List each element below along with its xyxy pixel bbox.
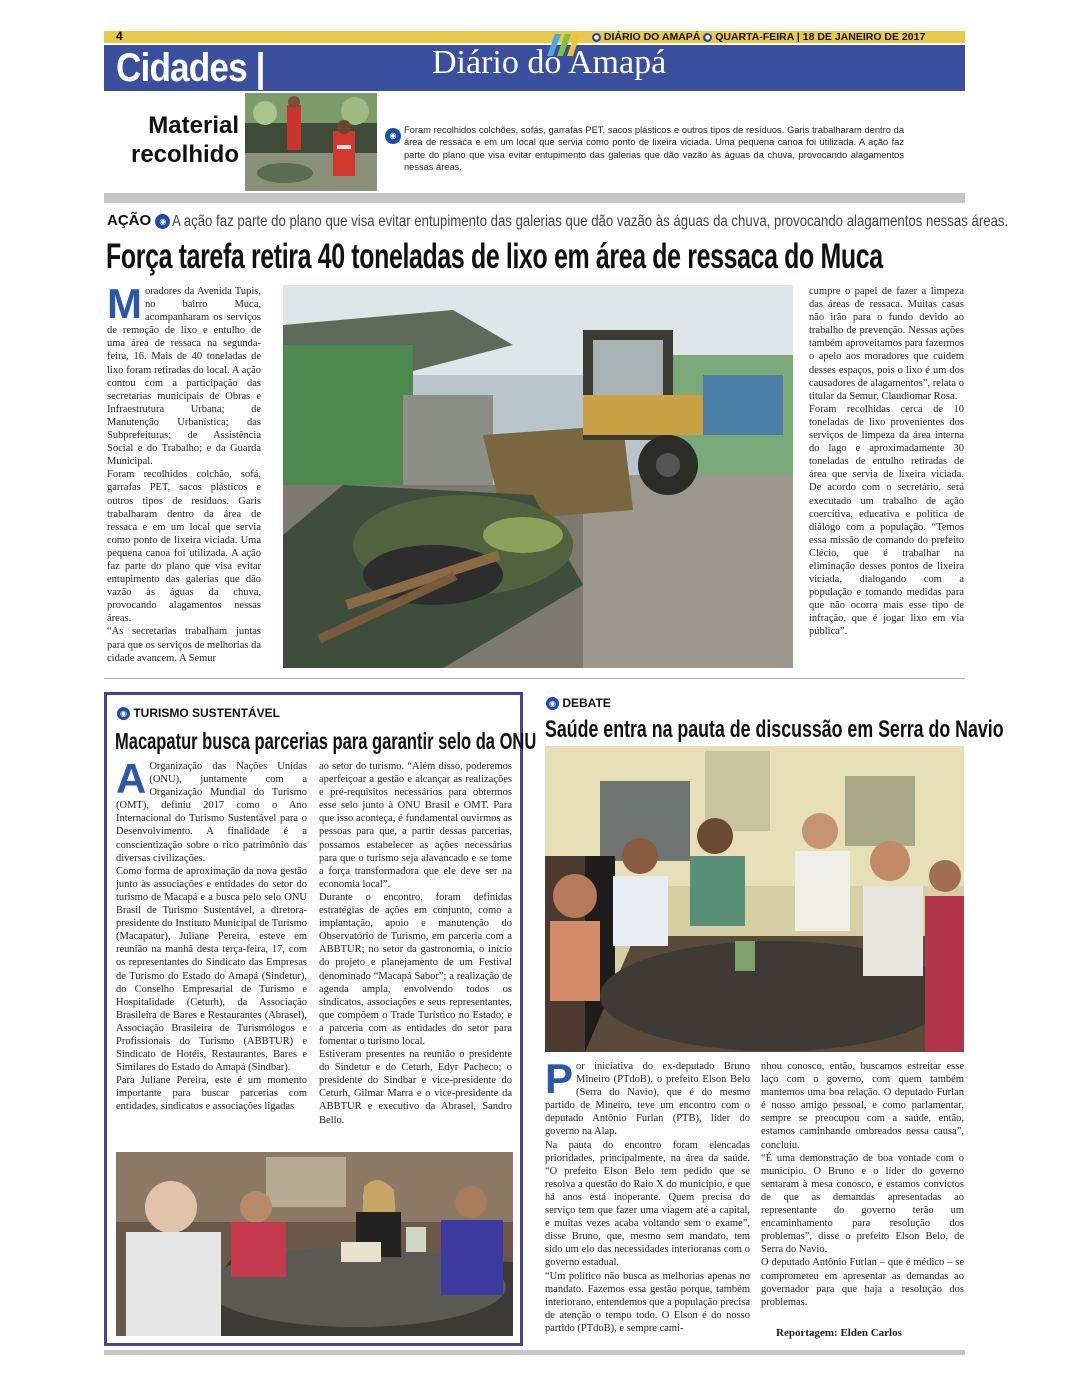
main-deck: A ação faz parte do plano que visa evitar entupimento das galerias que dão vazão às águas da chuva, provocando alagamentos nessas áreas.	[172, 213, 1009, 230]
main-story-col2: cumpre o papel de fazer a limpeza das áreas de ressaca. Muitas casas não irão para o fundo devido ao trabalho de prevenção. Nessas ações também aproveitamos para fazermos o apelo aos moradores que cuidem desses espaços, pois o lixo é um dos causadores de alagamentos”, relata o titular da Semur, Claudiomar Rosa. Foram recolhidas cerca de 10 toneladas de lixo provenientes dos serviços de limpeza da área interna do lago e aproximadamente 30 toneladas de entulho retiradas de área que servia de lixeira viciada. De acordo com o secretário, será executado um trabalho de ação coercitiva, educativa e política de diálogo com a população. “Temos essa missão de comando do prefeito Clécio, que é trabalhar na eliminação desses pontos de lixeira viciada, dialogando com a população e tomando medidas para que não ocorra mais esse tipo de infração, que é jogar lixo em via pública”.	[809, 286, 964, 638]
turismo-headline: Macapatur busca parcerias para garantir selo da ONU	[115, 728, 537, 754]
bullet-icon: ◉	[546, 697, 559, 710]
byline: Reportagem: Elden Carlos	[776, 1327, 902, 1339]
section-divider	[104, 193, 965, 203]
brief-title-line1: Material	[148, 112, 239, 139]
bulldozer-photo	[283, 285, 793, 668]
turismo-kicker: TURISMO SUSTENTÁVEL	[133, 706, 281, 720]
bullet-icon: ◉	[155, 214, 170, 229]
debate-kicker: DEBATE	[562, 696, 611, 710]
debate-col1-text: or iniciativa do ex-deputado Bruno Mineiro (PTdoB), o prefeito Elson Belo (Serra do Navio), que é do mesmo partido de Mineiro, teve um encontro com o deputado Antônio Furlan (PTB), líder do governo na Alap. Na pauta do encontro foram elencadas prioridades, principalmente, na área da saúde. “O prefeito Elson Belo tem pedido que se resolva a questão do Raio X do município, e que há anos está inoperante. Quem precisa do serviço tem que fazer uma viagem até a capital, e muitas vezes acaba voltando sem o exame”, disse Bruno, que, mesmo sem mandato, tem sido um elo das necessidades interioranas com o governo estadual. “Um político não busca as melhorias apenas no mandato. Fazemos essa gestão porque, também interiorano, entendemos que a população precisa de atenção o tempo todo. O Elson é do nosso partido (PTdoB), e sempre cami-	[545, 1061, 750, 1334]
debate-col2: nhou conosco, então, buscamos estreitar esse laço com o governo, com quem também mantemos uma boa relação. O deputado Furlan é nosso amigo pessoal, e como parlamentar, sempre se preocupou com a saúde, então, estamos caminhando ombreados nessa causa”, concluiu. “É uma demonstração de boa vontade com o município. O Bruno e o líder do governo sentaram à mesa conosco, e estamos convictos de que as demandas apresentadas ao representante do governo terão um encaminhamento para resolução dos problemas”, disse o prefeito Elson Belo, de Serra do Navio. O deputado Antônio Furlan – que é médico – se comprometeu em apresentar as demandas ao governador para que haja a resolução dos problemas.	[761, 1061, 964, 1308]
debate-meeting-photo	[545, 746, 964, 1052]
section-title: Cidades |	[116, 46, 265, 90]
footer-rule	[104, 1350, 965, 1355]
main-kicker: AÇÃO	[107, 212, 152, 229]
bullet-icon: ◉	[117, 707, 130, 720]
page-number: 4	[116, 29, 123, 43]
brief-title-line2: recolhido	[130, 141, 239, 168]
section-divider	[104, 678, 965, 679]
turismo-kicker-line	[117, 706, 280, 720]
bullet-icon: ●	[593, 33, 600, 41]
newspaper-name: DIÁRIO DO AMAPÁ	[603, 31, 701, 43]
masthead: Diário do Amapá	[432, 44, 667, 81]
drop-cap: M	[107, 285, 142, 327]
drop-cap: A	[116, 760, 147, 802]
turismo-meeting-photo	[116, 1152, 513, 1336]
turismo-col2: ao setor do turismo. “Além disso, poderemos aperfeiçoar a gestão e alcançar as realizações e pré-requisitos necessários para obtermos esse selo junto à ONU Brasil e OMT. Para que isso aconteça, é fundamental ouvirmos as pessoas para que, a partir dessas parcerias, possamos estabelecer as ações necessárias para que o turismo seja alavancado e se tome a força transformadora que ele deve ser na economia local”. Durante o encontro, foram definidas estratégias de ações em conjunto, como a implantação, apoio e manutenção do Observatório de Turismo, em parceria com a ABBTUR; no setor da gastronomia, o início do projeto e planejamento de um Festival denominado “Macapá Sabor”; a realização de agenda ampla, envolvendo todos os sindicatos, associações e seus representantes, que compõem o Trade Turístico no Estado; e a parceria com as entidades do setor para fomentar o turismo local. Estiveram presentes na reunião o presidente do Sindetur e do Ceturh, Edyr Pacheco; o presidente do Sindbar e vice-presidente do Ceturh, Gilmar Marra e o vice-presidente da ABBTUR e executivo da Abrasel, Sandro Bello.	[319, 761, 512, 1126]
drop-cap: P	[545, 1060, 574, 1102]
turismo-col1	[116, 760, 307, 1145]
debate-kicker-line	[546, 696, 611, 710]
issue-date: QUARTA-FEIRA | 18 DE JANEIRO DE 2017	[715, 31, 926, 43]
main-kicker-line	[107, 212, 170, 230]
garbage-collection-photo	[245, 93, 377, 191]
main-headline: Força tarefa retira 40 toneladas de lixo em área de ressaca do Muca	[106, 237, 883, 276]
debate-headline: Saúde entra na pauta de discussão em Serra do Navio	[545, 716, 1004, 743]
header-date-line	[592, 31, 925, 43]
turismo-col1-text: Organização das Nações Unidas (ONU), juntamente com a Organização Mundial do Turismo (OMT), definiu 2017 como o Ano Internacional do Turismo Sustentável para o Desenvolvimento. A finalidade é a conscientização sobre o rico patrimônio das diversas civilizações. Como forma de aproximação da nova gestão junto às associações e entidades do setor do turismo de Macapá e a busca pelo selo ONU Brasil de Turismo Sustentável, a diretora-presidente do Instituto Municipal de Turismo (Macapatur), Juliane Pereira, esteve em reunião na manhã desta terça-feira, 17, com os representantes do Sindicato das Empresas de Turismo do Estado do Amapá (Sindetur), do Conselho Empresarial de Turismo e Hospitalidade (Ceturh), da Associação Brasileira de Bares e Restaurantes (Abrasel), Associação Brasileira de Turismólogos e Profissionais do Turismo (ABBTUR) e Sindicato de Hotéis, Restaurantes, Bares e Similares do Estado do Amapá (Sindbar). Para Juliane Pereira, este é um momento importante para buscar parcerias com entidades, sindicatos e associações ligadas	[116, 761, 307, 1113]
main-story-col1	[107, 285, 261, 668]
brief-text: Foram recolhidos colchões, sofás, garrafas PET, sacos plásticos e outros tipos de resíduos. Garis trabalharam dentro da área de ressaca e em um local que servia como ponto de lixeira viciada. Uma pequena canoa foi utilizada. A ação faz parte do plano que visa evitar entupimento das galerias que dão vazão às águas da chuva, provocando alagamentos nessas áreas.	[404, 125, 904, 173]
brief-bullet-icon: ◉	[385, 127, 401, 145]
main-col1-text: oradores da Avenida Tupis, no bairro Muca, acompanharam os serviços de remoção de lixo e entulho de uma área de ressaca na segunda-feira, 16. Mais de 40 toneladas de lixo foram retiradas do local. A ação contou com a participação das secretarias municipais de Obras e Infraestrutura Urbana; de Manutenção Urbanística; das Subprefeituras; de Assistência Social e do Trabalho; e da Guarda Municipal. Foram recolhidos colchão, sofá, garrafas PET, sacos plásticos e outros tipos de resíduos. Garis trabalharam dentro da área de ressaca e em um local que servia como ponto de lixeira viciada. Uma pequena canoa foi utilizada. A ação faz parte do plano que visa evitar entupimento das galerias que dão vazão às águas da chuva, provocando alagamentos nessas áreas. “As secretarias trabalham juntas para que os serviços de melhorias da cidade avancem. A Semur	[107, 286, 261, 664]
bullet-icon: ●	[705, 33, 711, 41]
debate-col1	[545, 1060, 750, 1342]
